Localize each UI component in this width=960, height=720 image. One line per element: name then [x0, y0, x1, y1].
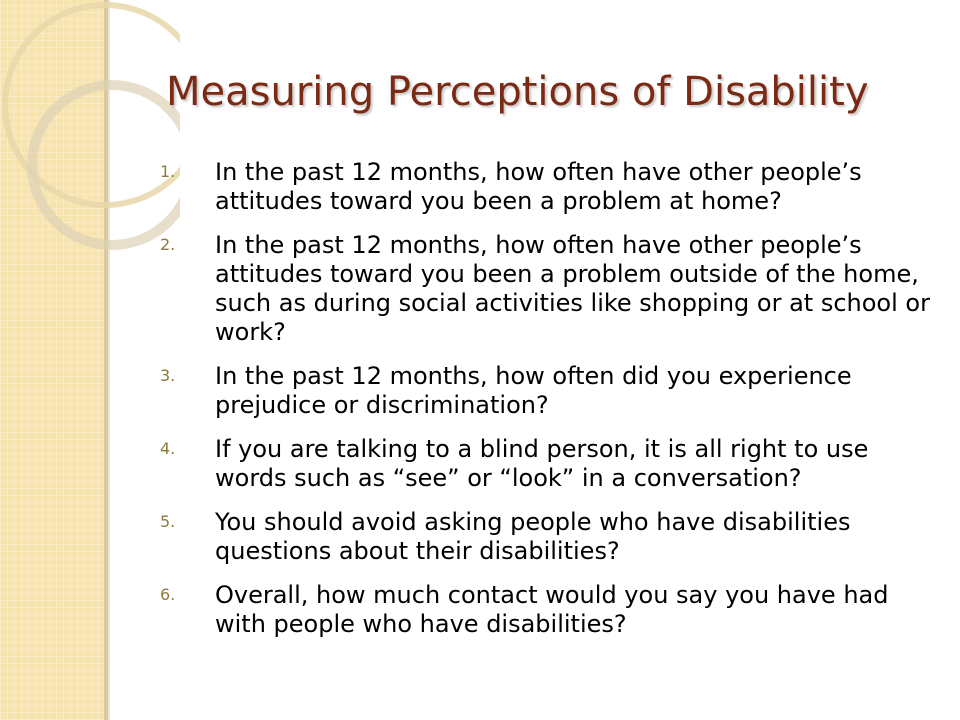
question-number: 5.	[160, 512, 176, 531]
inner-ring	[32, 85, 180, 245]
question-number: 6.	[160, 585, 176, 604]
question-number: 3.	[160, 366, 176, 385]
question-text: In the past 12 months, how often have other people’s attitudes toward you been a problem outside of the home, such as during social activities like shopping or at school or work?	[215, 231, 930, 346]
question-item	[160, 231, 940, 347]
question-item	[160, 435, 940, 493]
question-item	[160, 362, 940, 420]
question-text: Overall, how much contact would you say you have had with people who have disabilities?	[215, 581, 889, 638]
question-number: 4.	[160, 439, 176, 458]
question-text: If you are talking to a blind person, it is all right to use words such as “see” or “look” in a conversation?	[215, 435, 869, 492]
slide-title: Measuring Perceptions of Disability	[166, 69, 869, 115]
question-item	[160, 508, 940, 566]
question-text: You should avoid asking people who have disabilities questions about their disabilities?	[215, 508, 851, 565]
decorative-rings	[0, 0, 180, 720]
question-number: 1.	[160, 162, 176, 181]
question-number: 2.	[160, 235, 176, 254]
question-text: In the past 12 months, how often did you experience prejudice or discrimination?	[215, 362, 852, 419]
question-list	[160, 158, 940, 654]
question-text: In the past 12 months, how often have other people’s attitudes toward you been a problem at home?	[215, 158, 862, 215]
question-item	[160, 581, 940, 639]
question-item	[160, 158, 940, 216]
